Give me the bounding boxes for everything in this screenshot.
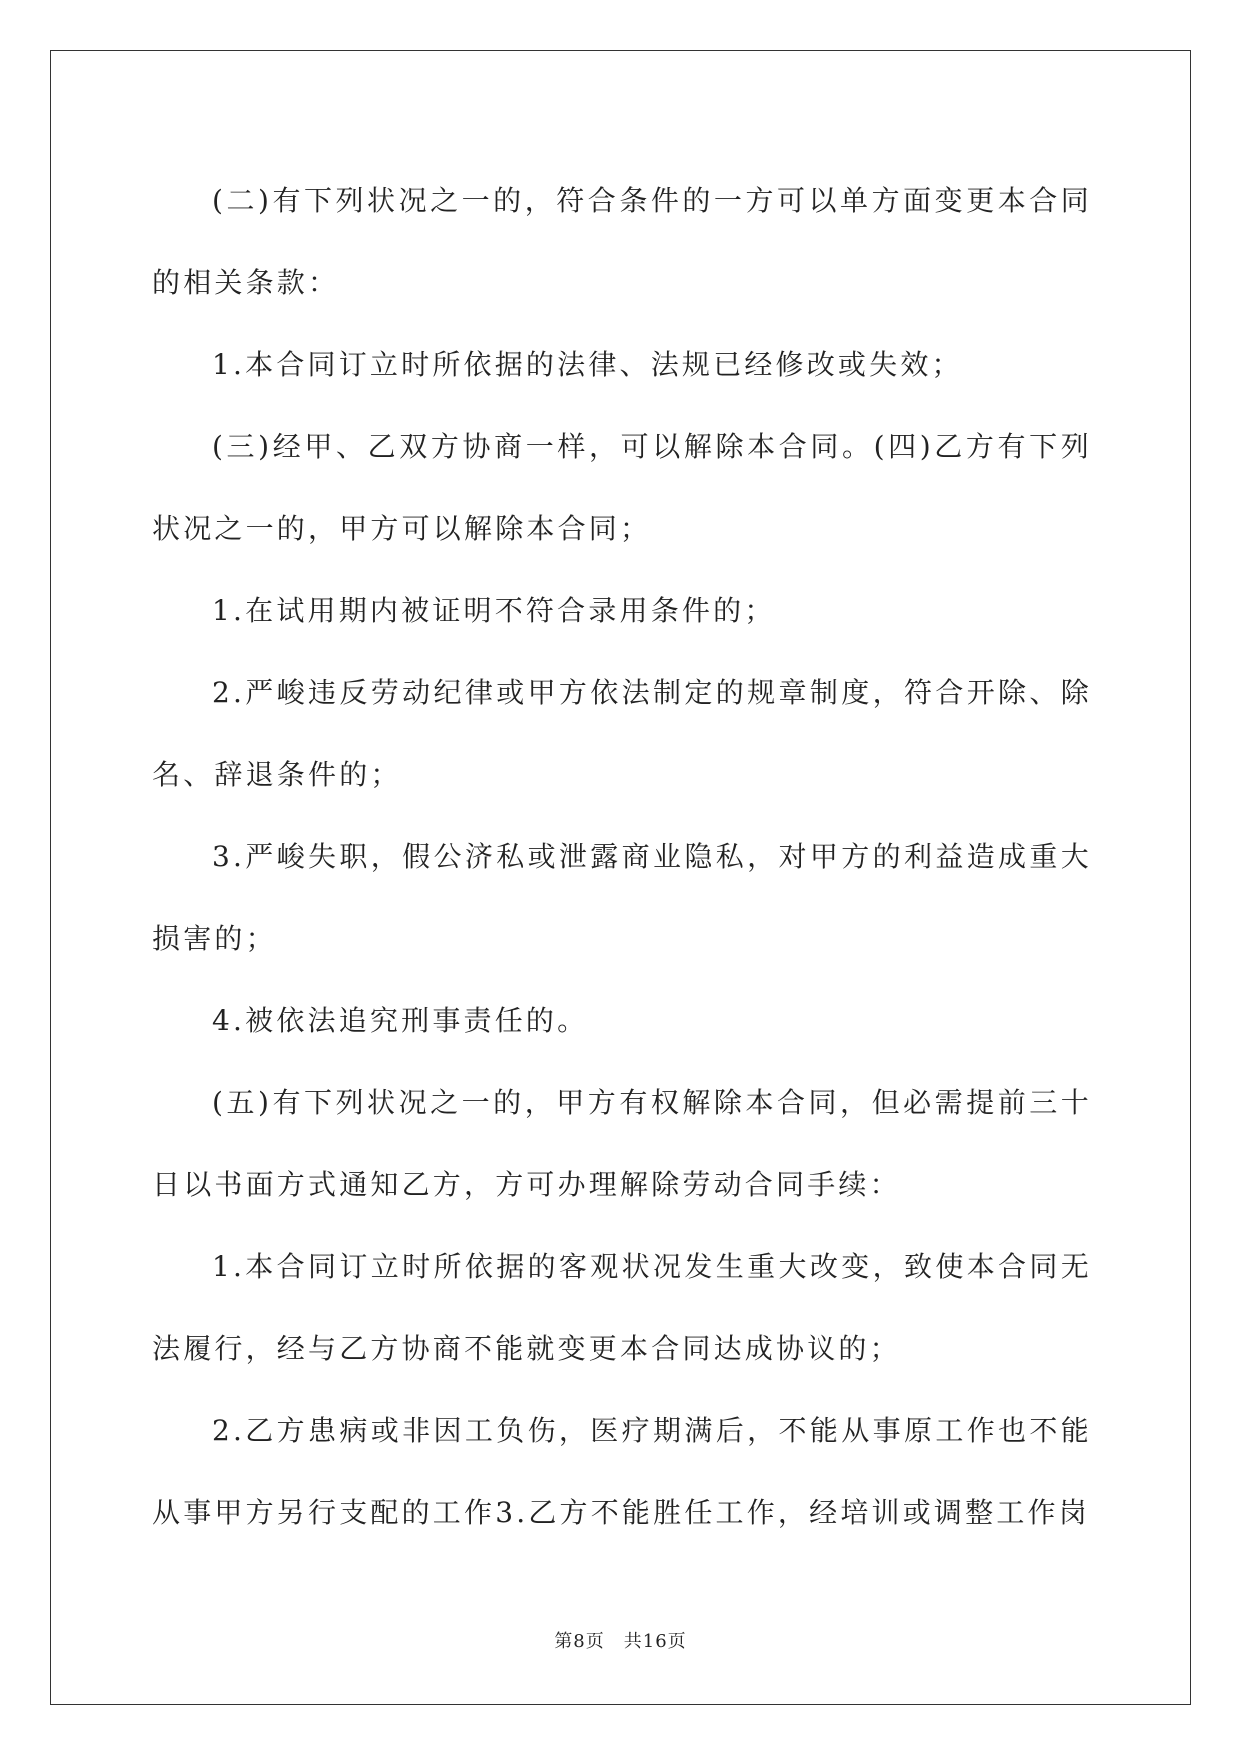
paragraph: 4.被依法追究刑事责任的。 [212, 1004, 589, 1037]
paragraph: 1.在试用期内被证明不符合录用条件的； [212, 594, 776, 627]
page-number-footer: 第8页 共16页 [554, 1631, 687, 1652]
paragraph: (二)有下列状况之一的，符合条件的一方可以单方面变更本合同的相关条款： [152, 184, 1092, 299]
paragraph: (五)有下列状况之一的，甲方有权解除本合同，但必需提前三十日以书面方式通知乙方，方可办理解除劳动合同手续： [152, 1086, 1092, 1201]
paragraph: (三)经甲、乙双方协商一样，可以解除本合同。(四)乙方有下列状况之一的，甲方可以解除本合同； [152, 430, 1092, 545]
paragraph: 3.严峻失职，假公济私或泄露商业隐私，对甲方的利益造成重大损害的； [152, 840, 1092, 955]
paragraph: 2.严峻违反劳动纪律或甲方依法制定的规章制度，符合开除、除名、辞退条件的； [152, 676, 1092, 791]
paragraph: 1.本合同订立时所依据的法律、法规已经修改或失效； [212, 348, 963, 381]
paragraph: 2.乙方患病或非因工负伤，医疗期满后，不能从事原工作也不能从事甲方另行支配的工作3.乙方不能胜任工作，经培训或调整工作岗 [152, 1414, 1092, 1529]
paragraph: 1.本合同订立时所依据的客观状况发生重大改变，致使本合同无法履行，经与乙方协商不能就变更本合同达成协议的； [152, 1250, 1092, 1365]
document-body [152, 160, 1092, 1554]
